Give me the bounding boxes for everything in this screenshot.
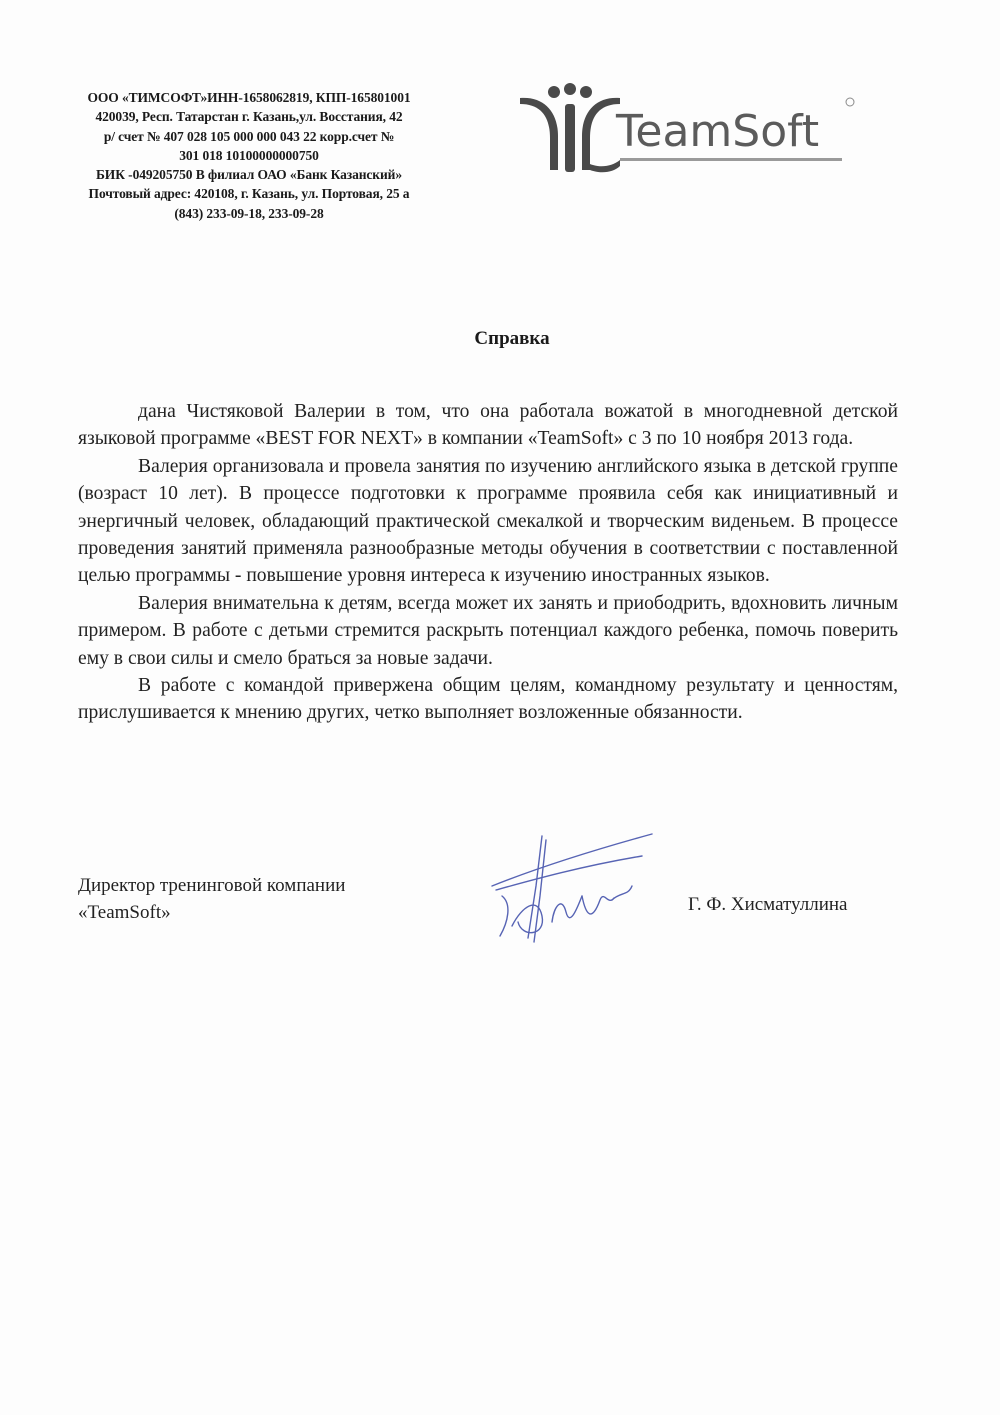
body-paragraph: дана Чистяковой Валерии в том, что она работала вожатой в многодневной детской языковой программе «BEST FOR NEXT» в компании «TeamSoft» с 3 по 10 ноября 2013 года. [78, 401, 898, 450]
document-body [78, 398, 898, 727]
requisites-line: (843) 233-09-18, 233-09-28 [174, 205, 324, 221]
document-title: Справка [474, 328, 550, 349]
position-line: «TeamSoft» [78, 902, 171, 923]
requisites-line: 420039, Респ. Татарстан г. Казань,ул. Восстания, 42 [95, 109, 403, 125]
signatory-position [78, 872, 345, 926]
requisites-line: р/ счет № 407 028 105 000 000 043 22 корр.счет № [103, 128, 395, 144]
company-logo [516, 82, 856, 182]
handwritten-signature-icon [482, 826, 662, 950]
requisites-line: 301 018 10100000000750 [179, 147, 319, 163]
body-paragraph: Валерия внимательна к детям, всегда может их занять и приободрить, вдохновить личным примером. В работе с детьми стремится раскрыть потенциал каждого ребенка, помочь поверить ему в свои силы и смело браться за новые задачи. [78, 592, 898, 669]
requisites-line: БИК -049205750 В филиал ОАО «Банк Казанский» [95, 167, 402, 183]
body-paragraph: Валерия организовала и провела занятия по изучению английского языка в детской группе (возраст 10 лет). В процессе подготовки к программе проявила себя как инициативный и энергичный человек, обладающий практической смекалкой и творческим виденьем. В процессе проведения занятий применяла разнообразные методы обучения в соответствии с поставленной целью программы - повышение уровня интереса к изучению иностранных языков. [78, 455, 898, 587]
position-line: Директор тренинговой компании [78, 875, 346, 896]
teamsoft-people-logo-icon [516, 82, 856, 182]
company-requisites [40, 88, 458, 223]
requisites-line: ООО «ТИМСОФТ»ИНН-1658062819, КПП-165801001 [87, 90, 411, 105]
body-paragraph: В работе с командой привержена общим целям, командному результату и ценностям, прислушивается к мнению других, четко выполняет возложенные обязанности. [78, 675, 898, 724]
signatory-name: Г. Ф. Хисматуллина [688, 894, 848, 915]
logo-wordmark: TeamSoft [616, 106, 820, 157]
requisites-line: Почтовый адрес: 420108, г. Казань, ул. Портовая, 25 а [88, 186, 410, 202]
